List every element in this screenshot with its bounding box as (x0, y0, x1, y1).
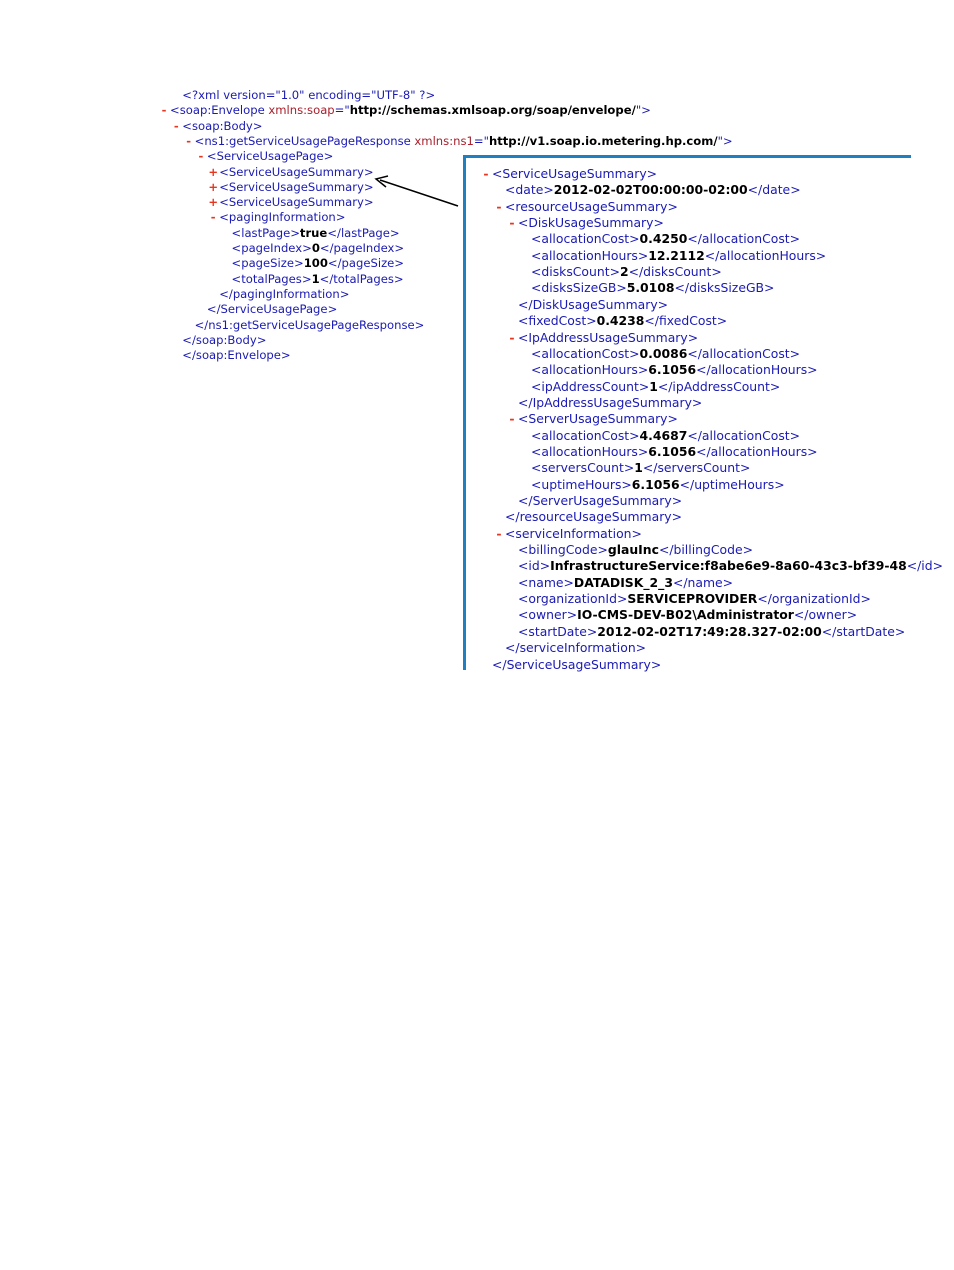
xml-declaration: <?xml version="1.0" encoding="UTF-8" ?> (182, 88, 436, 102)
element-value: 6.1056 (648, 443, 697, 459)
bracket: </ (696, 443, 711, 459)
bracket: < (505, 182, 516, 198)
bracket: > (653, 215, 664, 231)
bracket: < (182, 118, 193, 133)
bracket: > (280, 348, 291, 363)
quote: " (635, 103, 642, 118)
bracket: > (252, 118, 263, 133)
bracket: > (609, 264, 620, 280)
bracket: </ (206, 302, 221, 317)
bracket: </ (821, 623, 837, 639)
bracket: </ (906, 558, 922, 574)
element-value: 100 (303, 256, 328, 271)
bracket: </ (319, 241, 334, 255)
bracket: > (637, 443, 649, 459)
tag-name-close: disksSizeGB (689, 280, 765, 296)
tag-name-close: lastPage (340, 225, 390, 240)
bracket: < (231, 256, 242, 271)
tag-name: totalPages (241, 271, 302, 286)
bracket: > (414, 317, 425, 332)
bracket: > (638, 378, 650, 394)
tag-name-close: allocationCost (701, 345, 790, 361)
collapse-icon[interactable]: - (161, 103, 167, 118)
bracket: > (323, 149, 334, 164)
bracket: > (629, 345, 640, 361)
collapse-icon[interactable]: - (509, 411, 515, 427)
bracket: > (691, 394, 703, 410)
bracket: < (219, 164, 229, 179)
collapse-icon[interactable]: - (509, 329, 515, 345)
tag-name: date (515, 182, 544, 198)
tag-name: allocationHours (541, 362, 638, 378)
bracket: < (531, 443, 542, 459)
tag-name: uptimeHours (541, 476, 622, 492)
tag-name: soap:Body (192, 118, 253, 133)
bracket: > (290, 225, 300, 240)
tag-name: ServiceUsagePage (216, 149, 324, 164)
tag-name-close: allocationCost (701, 231, 790, 247)
tag-name: ServiceUsageSummary (228, 164, 364, 179)
bracket: > (301, 271, 312, 286)
bracket: > (623, 460, 635, 476)
tag-name: IpAddressUsageSummary (532, 394, 692, 410)
bracket: > (687, 329, 699, 345)
bracket: </ (194, 317, 209, 332)
bracket: > (394, 241, 405, 255)
tag-name: billingCode (528, 542, 598, 558)
bracket: > (563, 574, 574, 590)
bracket: < (219, 179, 229, 194)
tag-name-close: fixedCost (658, 313, 717, 329)
tag-name: pageIndex (241, 241, 303, 255)
bracket: > (616, 591, 628, 607)
element-value: 2 (619, 264, 629, 280)
bracket: > (657, 296, 669, 312)
bracket: </ (657, 378, 673, 394)
bracket: > (641, 103, 651, 118)
tag-name-close: disksCount (643, 264, 712, 280)
bracket: > (616, 280, 627, 296)
collapse-icon[interactable]: - (483, 166, 489, 181)
bracket: > (815, 247, 827, 263)
tag-name-close: serversCount (657, 460, 740, 476)
tag-name: ns1:getServiceUsagePageResponse (204, 133, 411, 148)
tag-name: resourceUsageSummary (519, 509, 672, 525)
tag-name: id (528, 558, 540, 574)
bracket: </ (747, 182, 763, 198)
element-value: 2012-02-02T17:49:28.327-02:00 (597, 623, 822, 639)
bracket: < (531, 378, 542, 394)
bracket: > (769, 378, 781, 394)
bracket: < (231, 225, 242, 240)
tag-name: resourceUsageSummary (515, 198, 668, 214)
bracket: > (302, 241, 312, 255)
bracket: > (774, 476, 785, 492)
bracket: < (518, 542, 529, 558)
collapse-icon[interactable]: - (210, 210, 216, 225)
bracket: </ (642, 460, 658, 476)
tag-name: disksSizeGB (541, 280, 617, 296)
bracket: </ (679, 476, 695, 492)
element-value: 12.2112 (648, 247, 705, 263)
bracket: </ (219, 286, 233, 301)
bracket: > (629, 231, 640, 247)
element-value: 6.1056 (631, 476, 680, 492)
tag-name-close: name (687, 574, 723, 590)
element-value: 0.4250 (639, 231, 688, 247)
bracket: </ (793, 607, 809, 623)
bracket: < (219, 210, 229, 225)
bracket: > (635, 640, 647, 656)
element-value: 0 (311, 241, 320, 255)
bracket: > (393, 271, 404, 286)
tag-name: owner (528, 607, 567, 623)
bracket: </ (505, 640, 520, 656)
bracket: < (492, 166, 503, 181)
bracket: </ (518, 493, 533, 508)
expand-icon[interactable]: + (208, 164, 219, 179)
bracket: </ (687, 427, 702, 443)
element-value: DATADISK_2_3 (573, 574, 673, 590)
bracket: </ (182, 332, 196, 347)
expand-icon[interactable]: + (208, 195, 219, 210)
bracket: > (846, 607, 858, 623)
tag-name: ServerUsageSummary (528, 411, 668, 427)
bracket: > (790, 182, 801, 198)
bracket: > (667, 198, 678, 214)
element-value: SERVICEPROVIDER (627, 591, 758, 607)
bracket: < (505, 198, 516, 214)
tag-name: lastPage (241, 225, 291, 240)
element-value: glauInc (607, 542, 659, 558)
bracket: </ (518, 296, 533, 312)
bracket: < (170, 103, 180, 118)
bracket: > (807, 362, 818, 378)
bracket: </ (687, 345, 702, 361)
bracket: </ (492, 656, 507, 672)
bracket: > (339, 286, 350, 301)
bracket: > (631, 525, 642, 541)
tag-name: allocationHours (541, 443, 638, 459)
tag-name: fixedCost (528, 313, 587, 329)
bracket: > (335, 210, 346, 225)
bracket: </ (505, 509, 520, 525)
element-value: InfrastructureService:f8abe6e9-8a60-43c3-bf39-48 (550, 558, 907, 574)
bracket: > (646, 166, 658, 181)
bracket: < (531, 264, 542, 280)
bracket: < (531, 476, 542, 492)
bracket: > (389, 225, 400, 240)
element-value: 6.1056 (648, 362, 697, 378)
bracket: > (860, 591, 871, 607)
collapse-icon[interactable]: - (496, 198, 502, 214)
bracket: > (722, 574, 734, 590)
bracket: < (531, 231, 542, 247)
element-value: 4.4687 (639, 427, 688, 443)
tag-name: ServerUsageSummary (532, 493, 672, 508)
bracket: </ (327, 225, 341, 240)
collapse-icon[interactable]: - (173, 118, 179, 133)
bracket: > (597, 542, 608, 558)
tag-name-close: allocationHours (710, 362, 808, 378)
tag-name: allocationHours (541, 247, 638, 263)
tag-name: ServiceUsageSummary (502, 166, 647, 181)
bracket: < (518, 215, 529, 231)
attr-value: http://schemas.xmlsoap.org/soap/envelope/ (349, 103, 636, 118)
bracket: > (586, 313, 597, 329)
bracket: > (363, 179, 374, 194)
bracket: > (671, 509, 683, 525)
tag-name-close: totalPages (333, 271, 394, 286)
tag-name: ServiceUsagePage (220, 302, 328, 317)
bracket: < (518, 329, 529, 345)
tag-name-close: organizationId (771, 591, 861, 607)
arrow-shaft (380, 180, 458, 206)
tag-name: serviceInformation (515, 525, 632, 541)
bracket: > (637, 247, 649, 263)
bracket: < (531, 362, 542, 378)
bracket: </ (687, 231, 702, 247)
bracket: < (518, 411, 529, 427)
tag-name-close: pageSize (341, 256, 395, 271)
bracket: < (531, 247, 542, 263)
bracket: > (637, 362, 649, 378)
bracket: </ (672, 574, 688, 590)
tag-name-close: pageIndex (333, 241, 395, 255)
tag-name: pageSize (241, 256, 294, 271)
bracket: > (739, 460, 751, 476)
collapse-icon[interactable]: - (186, 133, 191, 148)
bracket: < (505, 525, 516, 541)
bracket: > (256, 332, 267, 347)
bracket: > (586, 623, 598, 639)
bracket: > (722, 133, 733, 148)
bracket: > (363, 195, 374, 210)
bracket: </ (658, 542, 674, 558)
bracket: > (629, 427, 640, 443)
element-value: 0.0086 (639, 345, 688, 361)
bracket: > (566, 607, 578, 623)
tag-name: DiskUsageSummary (532, 296, 658, 312)
tag-name-close: allocationHours (710, 443, 808, 459)
tag-name: ipAddressCount (541, 378, 639, 394)
bracket: > (363, 164, 374, 179)
bracket: </ (644, 313, 659, 329)
bracket: </ (518, 394, 533, 410)
collapse-icon[interactable]: - (496, 525, 502, 541)
tag-name: organizationId (528, 591, 617, 607)
bracket: > (716, 313, 728, 329)
bracket: > (394, 256, 405, 271)
tag-name: pagingInformation (228, 210, 336, 225)
attr-name: xmlns:ns1 (410, 133, 474, 148)
bracket: < (531, 345, 542, 361)
tag-name-close: ipAddressCount (672, 378, 770, 394)
bracket: > (789, 231, 801, 247)
bracket: < (194, 133, 205, 148)
tag-name: pagingInformation (232, 286, 340, 301)
bracket: < (231, 271, 242, 286)
element-value: true (299, 225, 328, 240)
bracket: > (327, 302, 338, 317)
bracket: > (650, 656, 662, 672)
bracket: > (667, 411, 678, 427)
bracket: </ (696, 362, 711, 378)
tag-name-close: billingCode (673, 542, 743, 558)
tag-name: disksCount (541, 264, 610, 280)
tag-name-close: owner (808, 607, 847, 623)
expand-icon[interactable]: + (208, 179, 219, 194)
tag-name: startDate (528, 623, 587, 639)
bracket: < (518, 558, 529, 574)
tag-name-close: startDate (836, 623, 895, 639)
bracket: </ (674, 280, 690, 296)
bracket: < (531, 427, 542, 443)
tag-name: ns1:getServiceUsagePageResponse (208, 317, 415, 332)
collapse-icon[interactable]: - (198, 149, 204, 164)
bracket: < (518, 574, 529, 590)
tag-name: ServiceUsageSummary (228, 195, 364, 210)
element-value: 2012-02-02T00:00:00-02:00 (553, 182, 748, 198)
tag-name: ServiceUsageSummary (228, 179, 364, 194)
bracket: </ (182, 348, 196, 363)
tag-name: soap:Body (195, 332, 257, 347)
bracket: < (219, 195, 229, 210)
bracket: > (543, 182, 554, 198)
tag-name: soap:Envelope (179, 103, 265, 118)
tag-name-close: allocationHours (719, 247, 816, 263)
bracket: < (206, 149, 217, 164)
bracket: > (711, 264, 722, 280)
tag-name: IpAddressUsageSummary (528, 329, 688, 345)
bracket: > (789, 345, 801, 361)
bracket: > (894, 623, 906, 639)
tag-name-close: date (762, 182, 791, 198)
quote: " (717, 133, 723, 148)
tag-name-close: uptimeHours (694, 476, 775, 492)
bracket: </ (319, 271, 334, 286)
tag-name: serviceInformation (519, 640, 636, 656)
bracket: < (231, 241, 242, 255)
bracket: > (789, 427, 801, 443)
tag-name: name (528, 574, 564, 590)
element-value: 1 (634, 460, 643, 476)
bracket: < (531, 280, 542, 296)
bracket: > (764, 280, 775, 296)
tag-name: allocationCost (541, 427, 630, 443)
tag-name: allocationCost (541, 231, 630, 247)
bracket: </ (757, 591, 772, 607)
bracket: > (621, 476, 632, 492)
bracket: </ (327, 256, 342, 271)
bracket: > (807, 443, 818, 459)
tag-name-close: allocationCost (701, 427, 790, 443)
bracket: > (671, 493, 683, 508)
collapse-icon[interactable]: - (509, 215, 515, 231)
element-value: 1 (649, 378, 658, 394)
element-value: 0.4238 (596, 313, 645, 329)
attr-value: http://v1.soap.io.metering.hp.com/ (488, 133, 718, 148)
tag-name: soap:Envelope (195, 348, 281, 363)
bracket: < (531, 460, 542, 476)
tag-name: DiskUsageSummary (528, 215, 654, 231)
bracket: < (518, 623, 529, 639)
tag-name: ServiceUsageSummary (506, 656, 651, 672)
bracket: > (539, 558, 551, 574)
tag-name-close: id (921, 558, 933, 574)
bracket: > (932, 558, 943, 574)
element-value: IO-CMS-DEV-B02\Administrator (577, 607, 794, 623)
equals: =" (334, 103, 350, 118)
bracket: > (293, 256, 304, 271)
equals: =" (473, 133, 489, 148)
attr-name: xmlns:soap (264, 103, 335, 118)
bracket: > (742, 542, 753, 558)
bracket: < (518, 607, 529, 623)
tag-name: serversCount (541, 460, 624, 476)
bracket: </ (704, 247, 720, 263)
tag-name: allocationCost (541, 345, 630, 361)
bracket: < (518, 313, 529, 329)
element-value: 5.0108 (626, 280, 675, 296)
bracket: </ (628, 264, 644, 280)
element-value: 1 (311, 271, 320, 286)
bracket: < (518, 591, 529, 607)
